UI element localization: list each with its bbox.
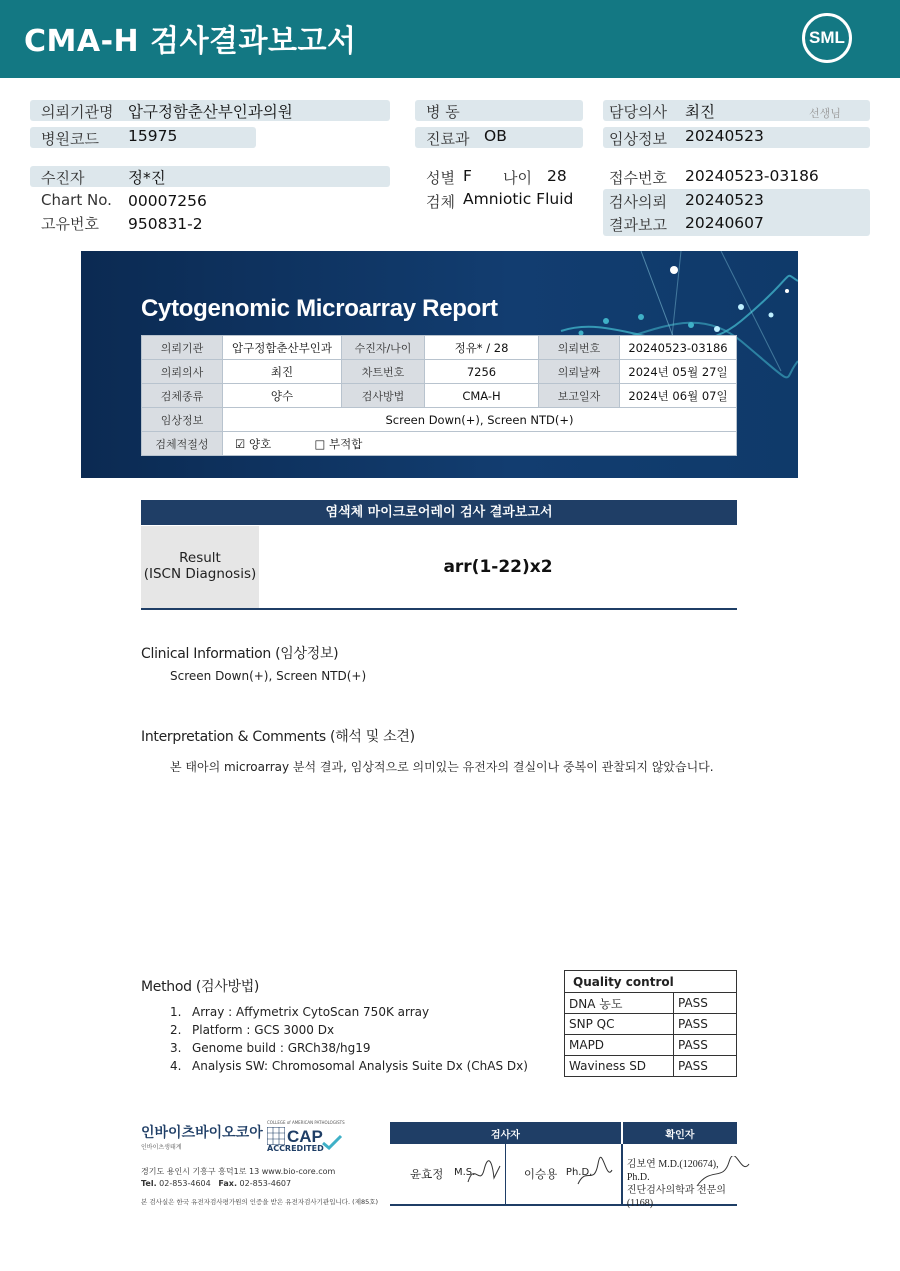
examiner1-title: M.S. <box>454 1167 476 1178</box>
examiner1-cell <box>390 1144 505 1205</box>
table-row <box>565 1035 737 1056</box>
examiner2-name: 이승용 <box>523 1167 558 1181</box>
unique-id-value: 950831-2 <box>128 215 203 233</box>
signature-icon <box>693 1156 753 1192</box>
institution-value: 압구정함춘산부인과의원 <box>128 103 293 121</box>
cap-accredited-logo <box>265 1120 345 1156</box>
doctor-value: 최진 <box>685 103 715 121</box>
sex-value: F <box>463 167 472 185</box>
address-line: 경기도 용인시 기흥구 흥덕1로 13 www.bio-core.com <box>141 1167 336 1176</box>
table-cell: 20240523-03186 <box>620 336 737 360</box>
company-logo <box>141 1122 263 1151</box>
list-item-text: Platform : GCS 3000 Dx <box>192 1023 335 1037</box>
company-name: 인바이츠바이오코아 <box>141 1125 263 1141</box>
clinical-info-label-cell: 임상정보 <box>142 408 223 432</box>
examiner2-title: Ph.D. <box>565 1167 593 1178</box>
table-cell: 압구정함춘산부인과 <box>223 336 342 360</box>
table-cell: 의뢰날짜 <box>539 360 620 384</box>
department-label: 진료과 <box>426 130 470 148</box>
list-item-number: 3. <box>170 1041 182 1055</box>
table-cell: Waviness SD <box>565 1056 674 1077</box>
list-item <box>170 1041 528 1055</box>
table-cell: 7256 <box>425 360 539 384</box>
table-row <box>142 384 737 408</box>
table-row <box>565 993 737 1014</box>
table-cell: 보고일자 <box>539 384 620 408</box>
list-item-text: Array : Affymetrix CytoScan 750K array <box>192 1005 430 1019</box>
cap-top-text: COLLEGE of AMERICAN PATHOLOGISTS <box>267 1120 345 1125</box>
fax-label: Fax. <box>218 1179 237 1188</box>
age-label: 나이 <box>503 169 532 187</box>
patient-label: 수진자 <box>41 169 85 187</box>
receipt-value: 20240523-03186 <box>685 167 819 185</box>
result-label-line2: (ISCN Diagnosis) <box>143 566 257 582</box>
result-value: arr(1-22)x2 <box>443 557 553 577</box>
result-box <box>141 526 737 610</box>
list-item-text: Analysis SW: Chromosomal Analysis Suite Dx (ChAS Dx) <box>192 1059 528 1073</box>
clinical-info-heading: Clinical Information (임상정보) <box>141 646 339 662</box>
clinical-info-text: Screen Down(+), Screen NTD(+) <box>170 669 367 683</box>
table-row <box>390 1122 737 1144</box>
table-cell: 검체종류 <box>142 384 223 408</box>
certification-notice: 본 검사실은 한국 유전자검사평가원의 인증을 받은 유전자검사기관입니다. (제85호) <box>141 1198 379 1206</box>
banner-title: Cytogenomic Microarray Report <box>141 295 498 322</box>
table-cell: PASS <box>674 1014 737 1035</box>
table-cell: MAPD <box>565 1035 674 1056</box>
table-cell: 의뢰기관 <box>142 336 223 360</box>
table-cell: 최진 <box>223 360 342 384</box>
table-row <box>142 360 737 384</box>
check-icon <box>321 1134 343 1150</box>
specimen-value: Amniotic Fluid <box>463 190 574 208</box>
report-date-label: 결과보고 <box>609 216 667 234</box>
table-cell: CMA-H <box>425 384 539 408</box>
department-value: OB <box>484 127 507 145</box>
clinical-label: 임상정보 <box>609 130 667 148</box>
company-address <box>141 1166 378 1208</box>
table-cell: 차트번호 <box>342 360 425 384</box>
list-item <box>170 1005 528 1019</box>
adequacy-value-cell <box>223 432 737 456</box>
cap-accredited-text: ACCREDITED <box>267 1144 324 1153</box>
sml-logo: SML <box>802 13 852 63</box>
qc-title: Quality control <box>565 971 737 993</box>
table-row <box>565 971 737 993</box>
table-cell: 의뢰번호 <box>539 336 620 360</box>
hospital-code-label: 병원코드 <box>41 130 99 148</box>
table-row <box>142 432 737 456</box>
report-date-value: 20240607 <box>685 214 764 232</box>
table-cell: 양수 <box>223 384 342 408</box>
examiner-header: 검사자 <box>390 1122 622 1144</box>
tel-label: Tel. <box>141 1179 157 1188</box>
table-cell: DNA 농도 <box>565 993 674 1014</box>
table-row <box>142 408 737 432</box>
request-label: 검사의뢰 <box>609 193 667 211</box>
table-cell: 2024년 05월 27일 <box>620 360 737 384</box>
quality-control-table <box>564 970 737 1077</box>
table-cell: 검사방법 <box>342 384 425 408</box>
table-cell: 2024년 06월 07일 <box>620 384 737 408</box>
table-cell: 정유* / 28 <box>425 336 539 360</box>
doctor-suffix: 선생님 <box>809 107 841 120</box>
result-label-line1: Result <box>179 550 221 566</box>
sex-label: 성별 <box>426 169 455 187</box>
tel-value: 02-853-4604 <box>159 1179 211 1188</box>
confirmer-title: 진단검사의학과 전문의(1168) <box>626 1185 726 1209</box>
chart-label: Chart No. <box>41 191 112 209</box>
list-item-number: 4. <box>170 1059 182 1073</box>
microarray-report-banner <box>81 251 798 478</box>
adequacy-bad-checkbox: □ 부적합 <box>314 436 363 451</box>
signature-icon <box>572 1156 616 1190</box>
patient-value: 정*진 <box>128 169 166 187</box>
table-row <box>142 336 737 360</box>
doctor-label: 담당의사 <box>609 103 667 121</box>
method-list <box>170 1005 528 1077</box>
confirmer-name: 김보연 M.D.(120674), Ph.D. <box>626 1159 719 1183</box>
list-item-number: 2. <box>170 1023 182 1037</box>
cap-grid-icon <box>267 1127 285 1145</box>
header-bar <box>0 0 900 78</box>
unique-id-label: 고유번호 <box>41 215 99 233</box>
confirmer-header: 확인자 <box>622 1122 737 1144</box>
cap-text: CAP <box>287 1127 323 1146</box>
result-section-title: 염색체 마이크로어레이 검사 결과보고서 <box>141 500 737 525</box>
table-cell: 의뢰의사 <box>142 360 223 384</box>
list-item <box>170 1023 528 1037</box>
table-row <box>565 1014 737 1035</box>
clinical-info-value-cell: Screen Down(+), Screen NTD(+) <box>223 408 737 432</box>
ward-label: 병 동 <box>426 103 460 121</box>
banner-info-table <box>141 335 737 456</box>
table-cell: PASS <box>674 1035 737 1056</box>
examiner1-name: 윤효정 <box>410 1167 444 1181</box>
examiner2-cell <box>505 1144 621 1205</box>
confirmer-cell <box>622 1144 737 1209</box>
chart-value: 00007256 <box>128 192 207 210</box>
interpretation-heading: Interpretation & Comments (해석 및 소견) <box>141 729 415 745</box>
specimen-label: 검체 <box>426 193 455 211</box>
table-row <box>390 1144 737 1205</box>
receipt-label: 접수번호 <box>609 169 667 187</box>
table-cell: PASS <box>674 1056 737 1077</box>
list-item <box>170 1059 528 1073</box>
age-value: 28 <box>547 167 567 185</box>
list-item-number: 1. <box>170 1005 182 1019</box>
company-sub: 인바이츠생태계 <box>141 1144 182 1151</box>
table-cell: PASS <box>674 993 737 1014</box>
list-item-text: Genome build : GRCh38/hg19 <box>192 1041 371 1055</box>
signature-table <box>390 1122 737 1209</box>
clinical-value: 20240523 <box>685 127 764 145</box>
institution-label: 의뢰기관명 <box>41 103 114 121</box>
request-value: 20240523 <box>685 191 764 209</box>
signature-icon <box>464 1156 504 1190</box>
interpretation-text: 본 태아의 microarray 분석 결과, 임상적으로 의미있는 유전자의 결실이나 중복이 관찰되지 않았습니다. <box>170 760 714 774</box>
result-label <box>141 526 259 608</box>
hospital-code-value: 15975 <box>128 127 178 145</box>
report-title: CMA-H 검사결과보고서 <box>24 24 357 59</box>
table-row <box>565 1056 737 1077</box>
table-cell: SNP QC <box>565 1014 674 1035</box>
adequacy-ok-checkbox: ☑ 양호 <box>235 436 272 451</box>
fax-value: 02-853-4607 <box>239 1179 292 1188</box>
table-cell: 수진자/나이 <box>342 336 425 360</box>
method-heading: Method (검사방법) <box>141 979 260 995</box>
adequacy-label-cell: 검체적절성 <box>142 432 223 456</box>
